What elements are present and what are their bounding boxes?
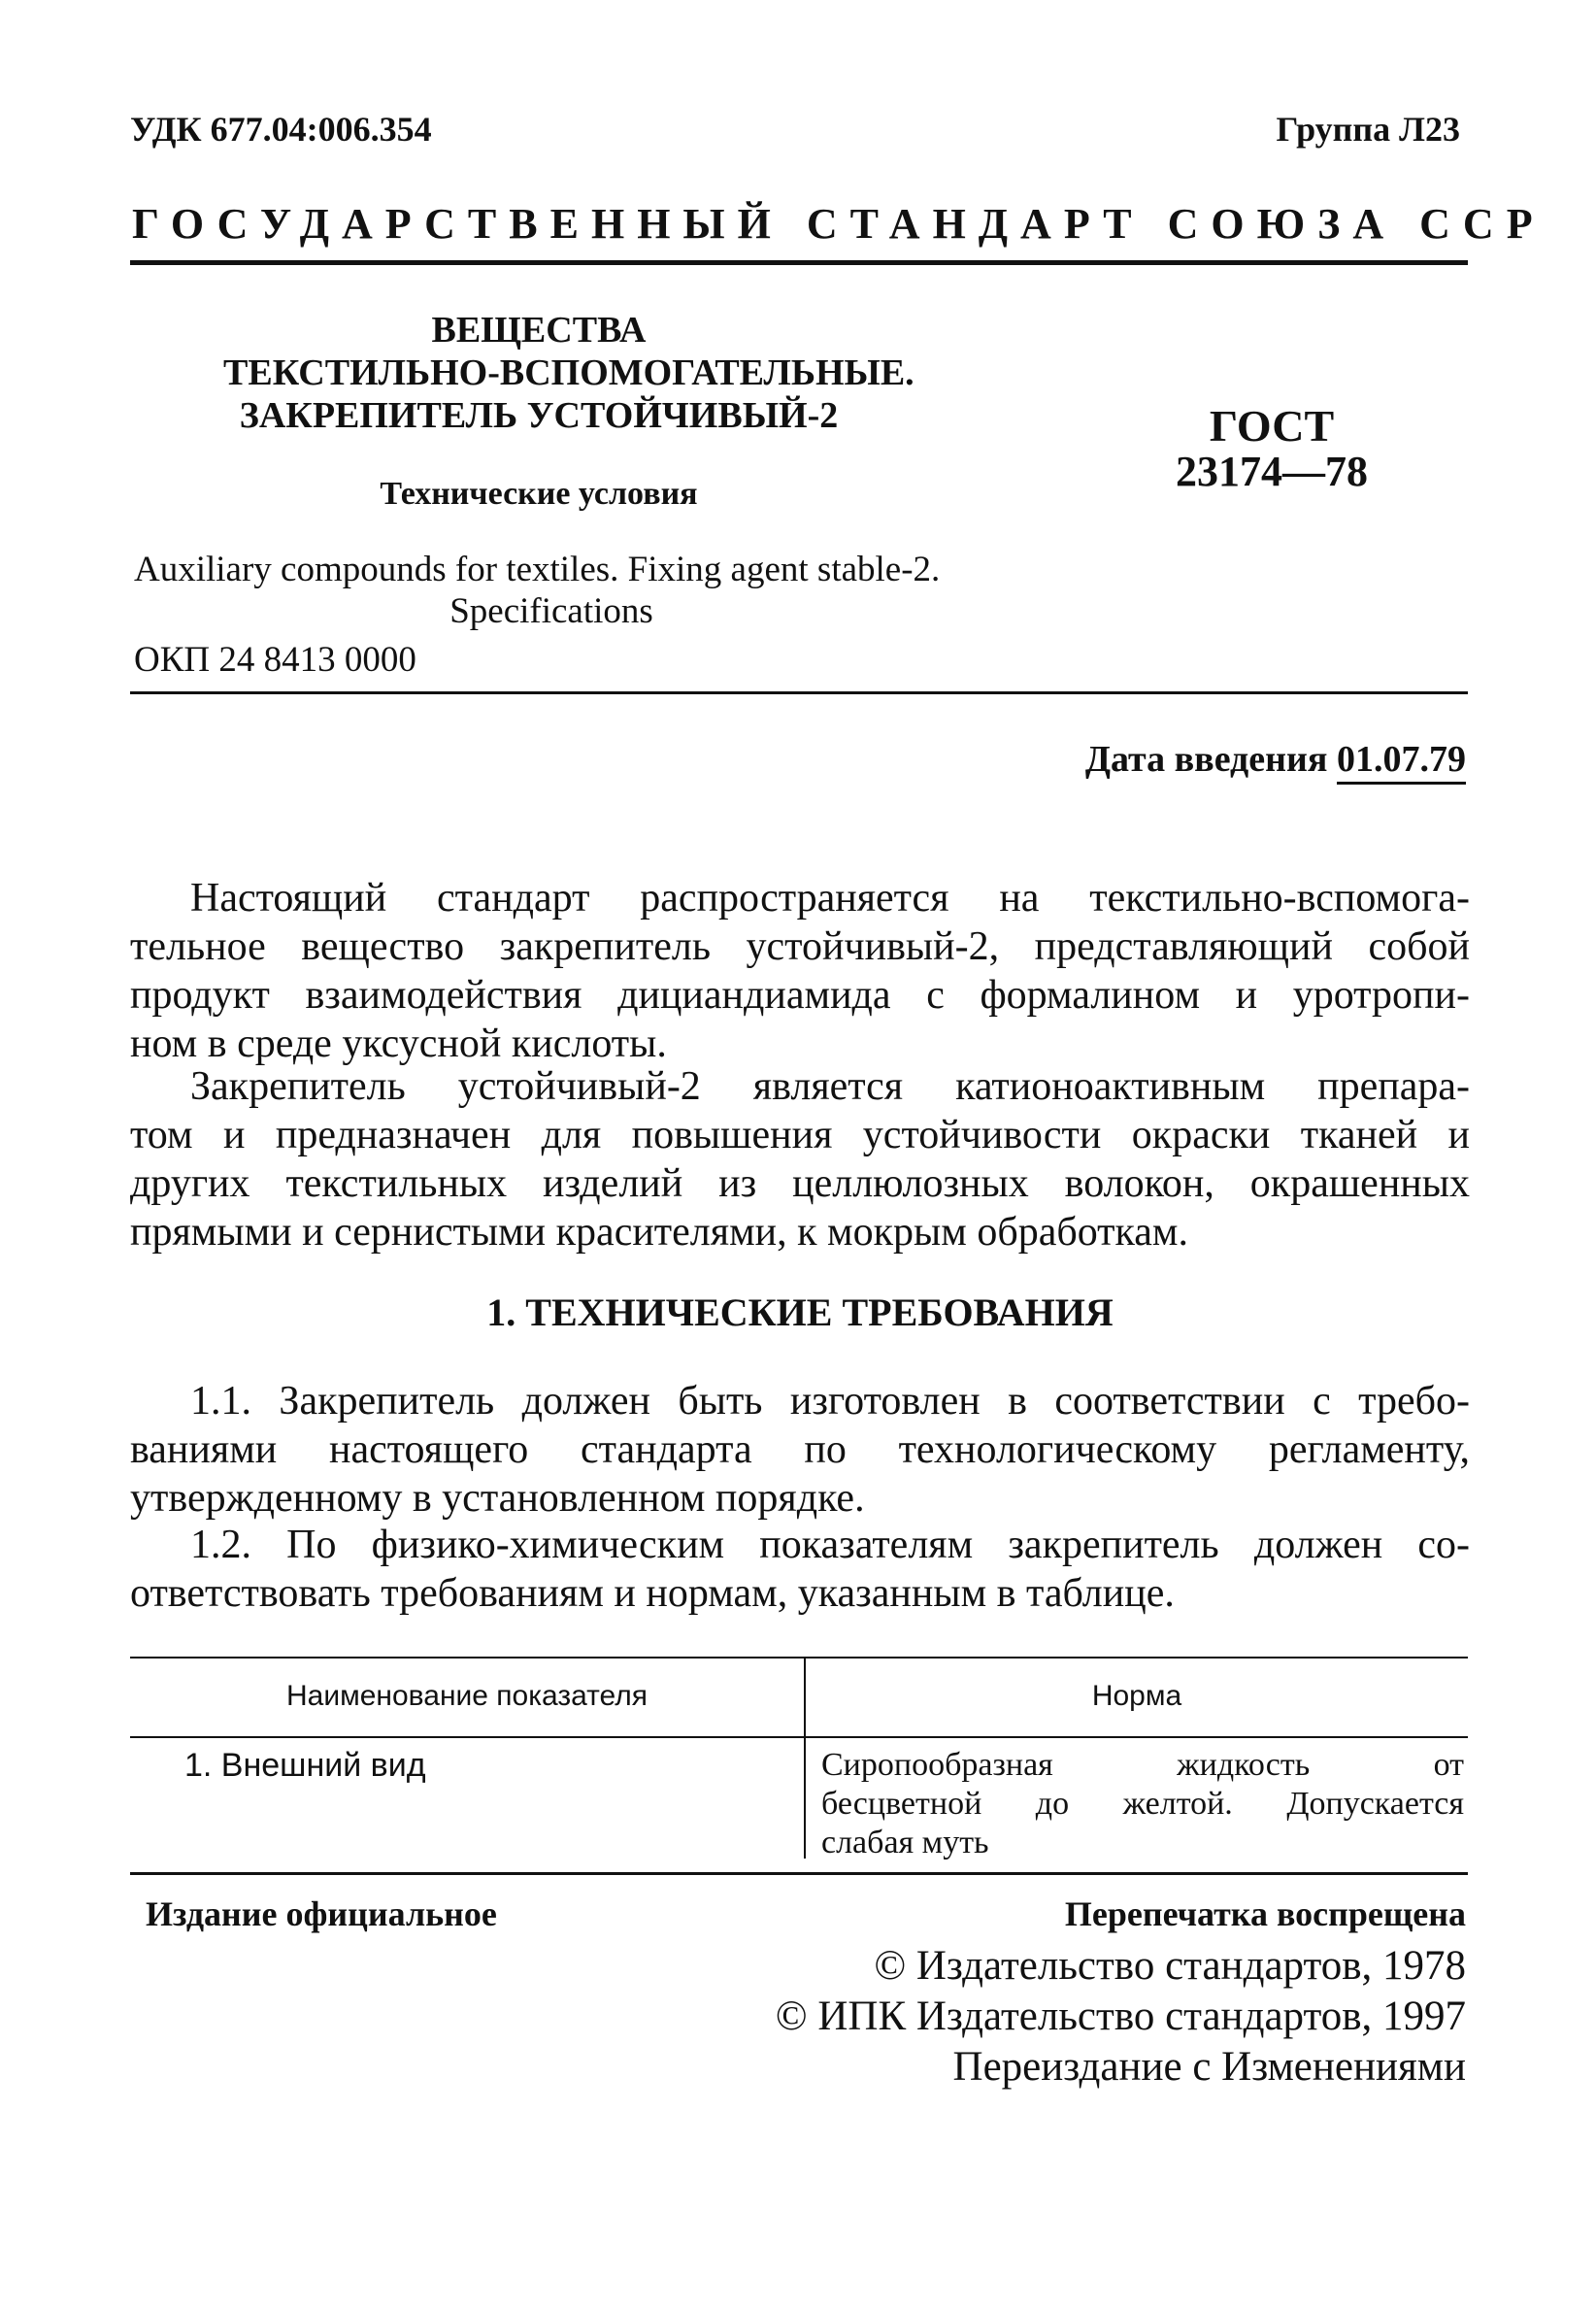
introduction-date-label: Дата введения: [1084, 739, 1328, 780]
table-cell-name: 1. Внешний вид: [184, 1747, 426, 1784]
paragraph-line: 1.1. Закрепитель должен быть изготовлен в соответствии с требо-: [190, 1379, 1470, 1424]
title-line-1: ВЕЩЕСТВА: [431, 310, 647, 351]
banner-rule: [130, 260, 1468, 265]
okp-code: ОКП 24 8413 0000: [134, 640, 416, 680]
footer-rule: [130, 1872, 1468, 1875]
english-title-line-1: Auxiliary compounds for textiles. Fixing agent stable-2.: [134, 550, 941, 589]
title-subtitle: Технические условия: [380, 476, 698, 512]
reprint-prohibited: Перепечатка воспрещена: [1064, 1894, 1466, 1933]
title-line-2: ТЕКСТИЛЬНО-ВСПОМОГАТЕЛЬНЫЕ.: [223, 352, 914, 393]
title-line-3: ЗАКРЕПИТЕЛЬ УСТОЙЧИВЫЙ-2: [239, 395, 839, 436]
banner-title: ГОСУДАРСТВЕННЫЙ СТАНДАРТ СОЮЗА ССР: [132, 200, 1546, 248]
introduction-date-value: 01.07.79: [1337, 739, 1466, 785]
paragraph-line: том и предназначен для повышения устойчивости окраски тканей и: [130, 1113, 1470, 1157]
paragraph-line: прямыми и сернистыми красителями, к мокрым обработкам.: [130, 1210, 1188, 1255]
paragraph-1-2: [130, 1521, 1470, 1618]
official-edition: Издание официальное: [146, 1894, 497, 1933]
paragraph-line: тельное вещество закрепитель устойчивый-2, представляющий собой: [130, 924, 1470, 969]
paragraph-line: ваниями настоящего стандарта по технологическому регламенту,: [130, 1427, 1470, 1472]
udk-code: УДК 677.04:006.354: [130, 110, 432, 149]
gost-label: ГОСТ: [1209, 401, 1335, 451]
table-header-norm: Норма: [1091, 1680, 1182, 1712]
paragraph-line: 1.2. По физико-химическим показателям закрепитель должен со-: [190, 1523, 1470, 1567]
table-header-name: Наименование показателя: [286, 1680, 648, 1712]
paragraph-line: Настоящий стандарт распространяется на текстильно-вспомога-: [190, 876, 1470, 921]
table-norm-line: Сиропообразная жидкость от: [821, 1747, 1464, 1783]
section-title: 1. ТЕХНИЧЕСКИЕ ТРЕБОВАНИЯ: [486, 1290, 1114, 1334]
table-cell-norm: [821, 1746, 1464, 1862]
paragraph-line: ответствовать требованиям и нормам, указанным в таблице.: [130, 1571, 1175, 1616]
gost-number: 23174—78: [1176, 448, 1368, 495]
paragraph-purpose: [130, 1062, 1470, 1257]
paragraph-line: продукт взаимодействия дициандиамида с формалином и уротропи-: [130, 973, 1470, 1018]
table-header-rule: [130, 1736, 1468, 1738]
paragraph-line: других текстильных изделий из целлюлозных волокон, окрашенных: [130, 1161, 1470, 1206]
paragraph-line: ном в среде уксусной кислоты.: [130, 1022, 667, 1066]
introduction-date: [1085, 738, 1466, 781]
table-top-rule: [130, 1657, 1468, 1659]
english-title-line-2: Specifications: [449, 591, 653, 631]
reissue-note: Переиздание с Изменениями: [952, 2044, 1466, 2090]
paragraph-line: Закрепитель устойчивый-2 является катионоактивным препара-: [190, 1064, 1470, 1109]
copyright-1978: © Издательство стандартов, 1978: [874, 1943, 1466, 1989]
table-norm-line: слабая муть: [821, 1825, 989, 1860]
table-norm-line: бесцветной до желтой. Допускается: [821, 1786, 1464, 1822]
group-code: Группа Л23: [1276, 110, 1460, 149]
paragraph-line: утвержденному в установленном порядке.: [130, 1476, 865, 1521]
paragraph-scope: [130, 874, 1470, 1068]
paragraph-1-1: [130, 1377, 1470, 1523]
title-rule: [130, 691, 1468, 694]
copyright-1997: © ИПК Издательство стандартов, 1997: [775, 1994, 1466, 2039]
